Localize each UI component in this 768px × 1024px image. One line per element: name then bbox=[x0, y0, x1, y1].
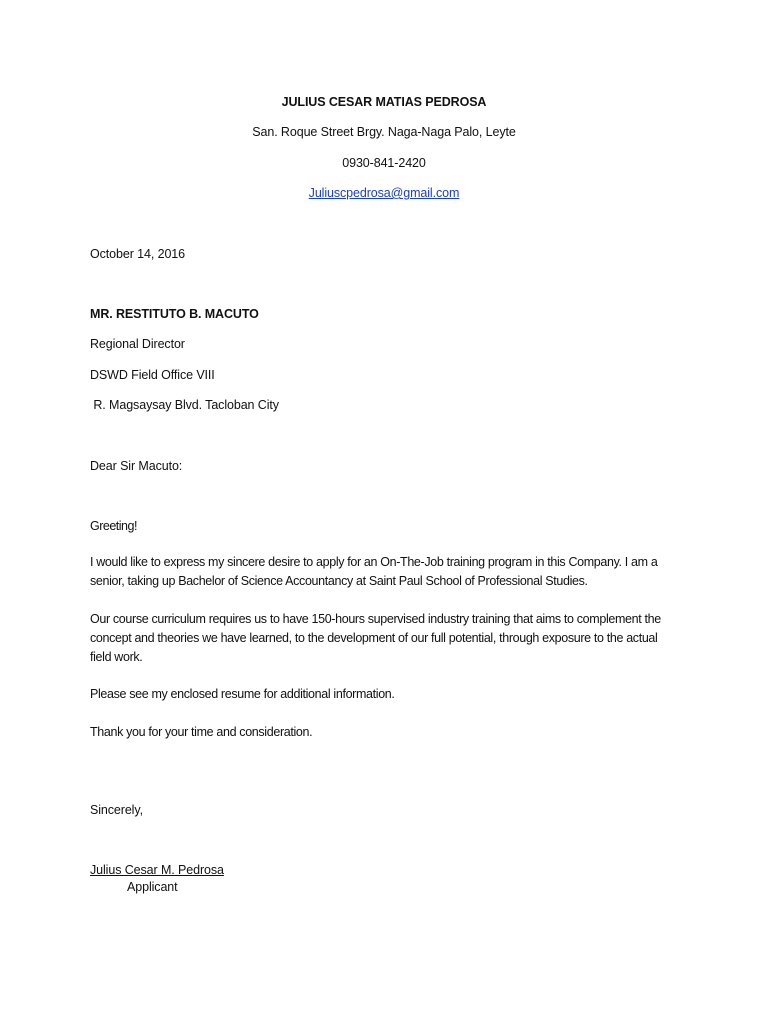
recipient-address: R. Magsaysay Blvd. Tacloban City bbox=[90, 398, 279, 412]
sender-phone: 0930-841-2420 bbox=[342, 156, 426, 170]
signature-name: Julius Cesar M. Pedrosa bbox=[90, 863, 224, 877]
recipient-name: MR. RESTITUTO B. MACUTO bbox=[90, 307, 259, 321]
greeting: Greeting! bbox=[90, 519, 137, 533]
signature-role: Applicant bbox=[127, 880, 178, 894]
body-paragraph-2: Our course curriculum requires us to have 150-hours supervised industry training that aims to complement the concept and theories we have learned, to the development of our full potential, through exposure to the actual field work. bbox=[90, 612, 661, 664]
sender-name: JULIUS CESAR MATIAS PEDROSA bbox=[281, 95, 487, 109]
recipient-office: DSWD Field Office VIII bbox=[90, 368, 215, 382]
recipient-title: Regional Director bbox=[90, 337, 185, 351]
salutation: Dear Sir Macuto: bbox=[90, 459, 183, 473]
sender-address: San. Roque Street Brgy. Naga-Naga Palo, Leyte bbox=[252, 125, 516, 139]
letter-date: October 14, 2016 bbox=[90, 247, 185, 261]
body-paragraph-4: Thank you for your time and consideration. bbox=[90, 725, 313, 739]
body-paragraph-3: Please see my enclosed resume for additional information. bbox=[90, 687, 395, 701]
sender-email-link[interactable]: Juliuscpedrosa@gmail.com bbox=[308, 186, 460, 200]
closing: Sincerely, bbox=[90, 803, 143, 817]
body-paragraph-1: I would like to express my sincere desire to apply for an On-The-Job training program in this Company. I am a senior, taking up Bachelor of Science Accountancy at Saint Paul School of Professional Studies. bbox=[90, 555, 658, 588]
